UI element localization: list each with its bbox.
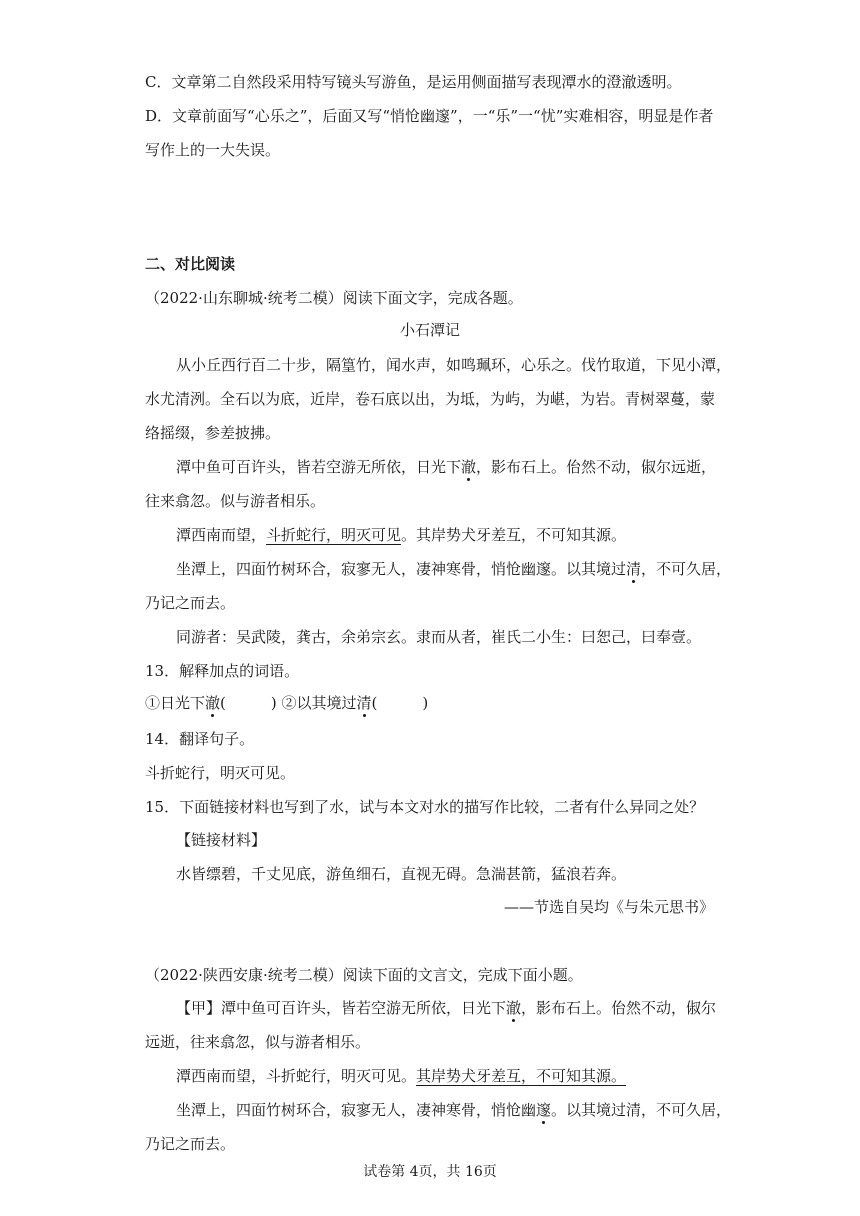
emphasis-dot-char: 邃 <box>536 1101 552 1119</box>
passage-p5: 同游者：吴武陵，龚古，余弟宗玄。隶而从者，崔氏二小生：曰恕己，曰奉壹。 <box>176 628 702 646</box>
text-segment: 坐潭上，四面竹树环合，寂寥无人，凄神寒骨，悄怆幽邃。以其境过 <box>176 560 627 578</box>
option-d-line2: 写作上的一大失误。 <box>145 141 281 159</box>
text-segment: 潭西南而望，斗折蛇行，明灭可见。 <box>176 1067 417 1085</box>
passage-p2-line1 <box>176 457 716 477</box>
text-segment: 。以其境过清，不可久居， <box>551 1101 732 1119</box>
option-c: C．文章第二自然段采用特写镜头写游鱼，是运用侧面描写表现潭水的澄澈透明。 <box>145 73 682 91</box>
emphasis-dot-char: 清 <box>626 560 642 578</box>
passage-p1-line2: 水尤清洌。全石以为底，近岸，卷石底以出，为坻，为屿，为嵁，为岩。青树翠蔓，蒙 <box>145 390 716 408</box>
passage-p2-line2: 往来翕忽。似与游者相乐。 <box>145 492 326 510</box>
emphasis-dot-char: 清 <box>356 694 372 712</box>
text-segment: 坐潭上，四面竹树环合，寂寥无人，凄神寒骨，悄怆幽 <box>176 1101 537 1119</box>
text-segment: 潭西南而望， <box>176 526 267 544</box>
text-segment: ，影布石上。佁然不动，俶尔远逝， <box>476 458 717 476</box>
underlined-sentence: 斗折蛇行，明灭可见 <box>266 526 402 544</box>
page-footer: 试卷第 4页，共 16页 <box>363 1164 497 1180</box>
jia-paragraph2 <box>176 1066 626 1086</box>
option-d-line1: D．文章前面写“心乐之”，后面又写“悄怆幽邃”，一“乐”一“忧”实难相容，明显是作者 <box>145 107 714 125</box>
question-14-sentence: 斗折蛇行，明灭可见。 <box>145 764 296 782</box>
question-15: 15．下面链接材料也写到了水，试与本文对水的描写作比较，二者有什么异同之处？ <box>145 798 705 816</box>
link-material-source: ——节选自吴均《与朱元思书》 <box>503 898 714 916</box>
question-13: 13．解释加点的词语。 <box>145 662 300 680</box>
text-segment: 。其岸势犬牙差互，不可知其源。 <box>401 526 627 544</box>
jia-line1 <box>176 998 716 1018</box>
jia-paragraph3-line2: 乃记之而去。 <box>145 1135 236 1153</box>
link-material-label: 【链接材料】 <box>176 831 267 849</box>
jia-line2: 远逝，往来翕忽，似与游者相乐。 <box>145 1033 371 1051</box>
link-material-text: 水皆缥碧，千丈见底，游鱼细石，直视无碍。急湍甚箭，猛浪若奔。 <box>176 865 627 883</box>
passage-p1-line3: 络摇缀，参差披拂。 <box>145 424 281 442</box>
section-heading: 二、对比阅读 <box>145 255 236 273</box>
passage-p1-line1: 从小丘西行百二十步，隔篁竹，闻水声，如鸣珮环，心乐之。伐竹取道，下见小潭， <box>176 356 732 374</box>
text-segment: ，影布石上。佁然不动，俶尔 <box>521 999 717 1017</box>
answer-blank-2: ( ) <box>371 694 429 712</box>
passage-p4-line1 <box>176 559 731 579</box>
source-line-2: （2022·陕西安康·统考二模）阅读下面的文言文，完成下面小题。 <box>145 966 583 984</box>
underlined-sentence: 其岸势犬牙差互，不可知其源。 <box>416 1067 627 1085</box>
passage-title: 小石潭记 <box>399 321 460 339</box>
emphasis-dot-char: 澈 <box>461 458 477 476</box>
emphasis-dot-char: 澈 <box>205 694 221 712</box>
question-13-items <box>145 693 428 713</box>
question-14: 14．翻译句子。 <box>145 730 255 748</box>
answer-blank-1: ( ) ②以其境过 <box>220 694 357 712</box>
text-segment: ，不可久居， <box>641 560 732 578</box>
jia-paragraph3-line1 <box>176 1100 731 1120</box>
source-line-1: （2022·山东聊城·统考二模）阅读下面文字，完成各题。 <box>145 289 523 307</box>
text-segment: ①日光下 <box>145 694 206 712</box>
text-segment: 潭中鱼可百许头，皆若空游无所依，日光下 <box>176 458 462 476</box>
passage-p3 <box>176 525 626 545</box>
passage-p4-line2: 乃记之而去。 <box>145 594 236 612</box>
emphasis-dot-char: 澈 <box>506 999 522 1017</box>
text-segment: 【甲】潭中鱼可百许头，皆若空游无所依，日光下 <box>176 999 507 1017</box>
